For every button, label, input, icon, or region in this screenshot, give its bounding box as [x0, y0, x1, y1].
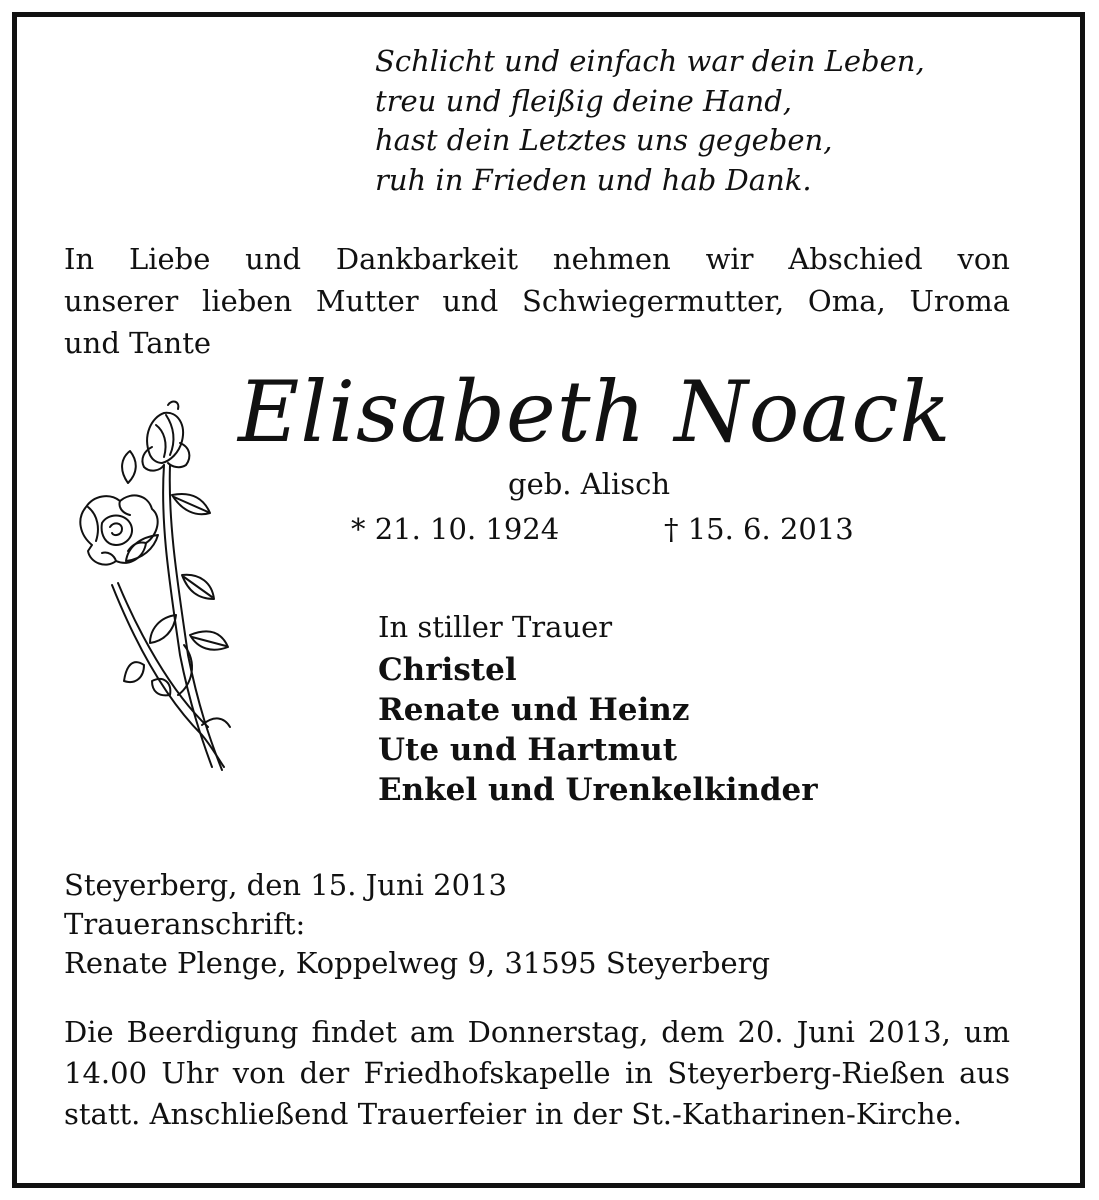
mourner-name: Ute und Hartmut: [378, 732, 678, 768]
mourner-name: Enkel und Urenkelkinder: [378, 772, 818, 808]
intro-line: unserer lieben Mutter und Schwiegermutter, Oma, Uroma: [64, 284, 1010, 318]
address-line: Renate Plenge, Koppelweg 9, 31595 Steyerberg: [64, 946, 771, 980]
address-label: Traueranschrift:: [64, 907, 306, 941]
birth-name: geb. Alisch: [508, 467, 671, 501]
funeral-line: statt. Anschließend Trauerfeier in der St.-Katharinen-Kirche.: [64, 1097, 962, 1131]
poem-line: ruh in Frieden und hab Dank.: [375, 162, 812, 197]
rose-icon: [52, 395, 252, 780]
funeral-notice: [64, 1012, 1010, 1135]
deceased-name: Elisabeth Noack: [238, 363, 952, 461]
death-date: † 15. 6. 2013: [664, 512, 854, 546]
mourner-name: Renate und Heinz: [378, 692, 690, 728]
intro-line: und Tante: [64, 326, 212, 360]
poem-line: Schlicht und einfach war dein Leben,: [375, 44, 925, 78]
intro-line: In Liebe und Dankbarkeit nehmen wir Abschied von: [64, 242, 1010, 276]
birth-date: * 21. 10. 1924: [351, 512, 560, 546]
memorial-poem: [375, 42, 925, 200]
mourners-list: [378, 650, 818, 810]
mourner-name: Christel: [378, 652, 517, 688]
funeral-line: Die Beerdigung findet am Donnerstag, dem 20. Juni 2013, um: [64, 1015, 1010, 1049]
life-dates: [351, 508, 854, 550]
funeral-line: 14.00 Uhr von der Friedhofskapelle in Steyerberg-Rießen aus: [64, 1056, 1010, 1090]
poem-line: hast dein Letztes uns gegeben,: [375, 123, 833, 157]
mourning-address: [64, 866, 770, 983]
poem-line: treu und fleißig deine Hand,: [375, 83, 793, 118]
mourners-intro: In stiller Trauer: [378, 610, 613, 644]
farewell-intro: [64, 238, 1010, 364]
place-date: Steyerberg, den 15. Juni 2013: [64, 868, 507, 902]
